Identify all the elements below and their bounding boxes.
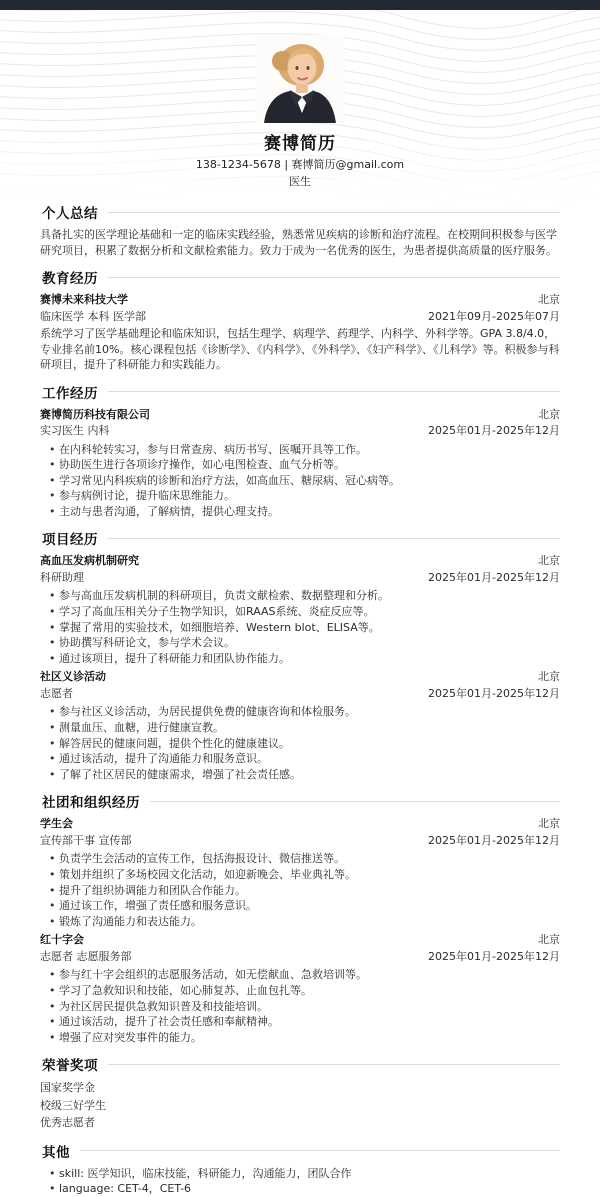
avatar-photo (256, 35, 344, 123)
honor-item: 校级三好学生 (40, 1098, 106, 1112)
education-location: 北京 (538, 293, 560, 306)
work-location: 北京 (538, 407, 560, 421)
candidate-name: 赛博简历 (264, 134, 336, 154)
projects-heading (42, 528, 560, 548)
work-dates: 2025年01月-2025年12月 (428, 424, 560, 437)
section-education (40, 267, 560, 373)
heading-rule (108, 1064, 560, 1065)
bullet-item: • 参与红十字会组织的志愿服务活动，如无偿献血、急救培训等。 (49, 967, 560, 983)
bullet-item: • 策划并组织了多场校园文化活动，如迎新晚会、毕业典礼等。 (49, 867, 560, 883)
organization-dates: 2025年01月-2025年12月 (428, 833, 560, 847)
organization-role: 志愿者 志愿服务部 (40, 949, 132, 963)
heading-rule (108, 212, 560, 213)
section-organizations (40, 791, 560, 1045)
bullet-item: • 通过该活动，提升了沟通能力和服务意识。 (49, 751, 560, 767)
project-dates: 2025年01月-2025年12月 (428, 686, 560, 700)
education-entry-row (40, 292, 560, 309)
honors-heading (42, 1054, 560, 1074)
project-role: 志愿者 (40, 686, 73, 700)
heading-rule (150, 801, 560, 802)
bullet-item: • 负责学生会活动的宣传工作，包括海报设计、微信推送等。 (49, 851, 560, 867)
project-name: 社区义诊活动 (40, 670, 106, 684)
work-bullet-list (40, 442, 560, 520)
school-name: 赛博未来科技大学 (40, 293, 128, 306)
organization-name: 红十字会 (40, 933, 84, 947)
honor-item: 国家奖学金 (40, 1081, 95, 1095)
education-dates: 2021年09月-2025年07月 (428, 309, 560, 323)
organization-entry-row (40, 816, 560, 833)
resume-header (0, 0, 600, 189)
language-item: • language: CET-4，CET-6 (49, 1181, 560, 1197)
projects-title: 项目经历 (42, 532, 98, 549)
bullet-item: • 协助医生进行各项诊疗操作，如心电图检查、血气分析等。 (49, 457, 560, 473)
top-accent-bar (0, 0, 600, 10)
section-other (40, 1141, 560, 1197)
organization-bullet-list (40, 851, 560, 929)
project-entry-row (40, 553, 560, 570)
other-heading (42, 1141, 560, 1161)
organization-bullet-list (40, 967, 560, 1045)
work-title: 工作经历 (42, 385, 98, 402)
bullet-item: • 参与病例讨论，提升临床思维能力。 (49, 488, 560, 504)
bullet-item: • 在内科轮转实习，参与日常查房、病历书写、医嘱开具等工作。 (49, 442, 560, 458)
education-description: 系统学习了医学基础理论和临床知识，包括生理学、病理学、药理学、内科学、外科学等。GPA 3.8/4.0，专业排名前10%。核心课程包括《诊断学》、《内科学》、《外科学》、《妇产科学》、《儿科学》等。积极参与科研项目，提升了科研能力和实践能力。 (40, 327, 560, 371)
project-dates: 2025年01月-2025年12月 (428, 570, 560, 584)
other-title: 其他 (42, 1144, 70, 1161)
organizations-title: 社团和组织经历 (42, 795, 140, 812)
organization-role-row (40, 833, 560, 850)
heading-rule (108, 277, 560, 278)
avatar (256, 35, 344, 123)
resume-body (0, 189, 600, 1197)
heading-rule (108, 391, 560, 392)
bullet-item: • 通过该项目，提升了科研能力和团队协作能力。 (49, 651, 560, 667)
project-role-row (40, 686, 560, 703)
organization-role: 宣传部干事 宣传部 (40, 833, 132, 847)
work-entry-row (40, 407, 560, 424)
organization-entry-row (40, 932, 560, 949)
work-role: 实习医生 内科 (40, 424, 110, 437)
project-location: 北京 (538, 554, 560, 568)
project-entry-row (40, 669, 560, 686)
bullet-item: • 提升了组织协调能力和团队合作能力。 (49, 883, 560, 899)
bullet-item: • 参与高血压发病机制的科研项目，负责文献检索、数据整理和分析。 (49, 588, 560, 604)
other-bullet-list (40, 1166, 560, 1197)
project-bullet-list (40, 704, 560, 782)
degree: 临床医学 本科 医学部 (40, 309, 146, 323)
section-honors (40, 1054, 560, 1132)
honor-item: 优秀志愿者 (40, 1116, 95, 1130)
section-summary (40, 202, 560, 258)
section-work (40, 382, 560, 520)
company-name: 赛博简历科技有限公司 (40, 407, 150, 421)
bullet-item: • 主动与患者沟通，了解病情，提供心理支持。 (49, 504, 560, 520)
organization-dates: 2025年01月-2025年12月 (428, 949, 560, 963)
honors-title: 荣誉奖项 (42, 1058, 98, 1075)
organization-location: 北京 (538, 933, 560, 947)
bullet-item: • 测量血压、血糖，进行健康宣教。 (49, 720, 560, 736)
job-title: 医生 (289, 175, 311, 188)
bullet-item: • 通过该工作，增强了责任感和服务意识。 (49, 898, 560, 914)
bullet-item: • 学习常见内科疾病的诊断和治疗方法，如高血压、糖尿病、冠心病等。 (49, 473, 560, 489)
heading-rule (80, 1150, 560, 1151)
bullet-item: • 协助撰写科研论文，参与学术会议。 (49, 635, 560, 651)
contact-line: 138-1234-5678 | 赛博简历@gmail.com (195, 158, 405, 171)
bullet-item: • 解答居民的健康问题，提供个性化的健康建议。 (49, 736, 560, 752)
project-role: 科研助理 (40, 570, 84, 584)
bullet-item: • 为社区居民提供急救知识普及和技能培训。 (49, 999, 560, 1015)
organization-location: 北京 (538, 817, 560, 831)
project-location: 北京 (538, 670, 560, 684)
bullet-item: • 参与社区义诊活动，为居民提供免费的健康咨询和体检服务。 (49, 704, 560, 720)
education-title: 教育经历 (42, 271, 98, 287)
organizations-heading (42, 791, 560, 811)
organization-role-row (40, 949, 560, 966)
heading-rule (108, 538, 560, 539)
bullet-item: • 学习了急救知识和技能，如心肺复苏、止血包扎等。 (49, 983, 560, 999)
bullet-item: • 通过该活动，提升了社会责任感和奉献精神。 (49, 1014, 560, 1030)
project-name: 高血压发病机制研究 (40, 554, 139, 568)
work-heading (42, 382, 560, 402)
organization-name: 学生会 (40, 817, 73, 831)
bullet-item: • 增强了应对突发事件的能力。 (49, 1030, 560, 1046)
summary-text: 具备扎实的医学理论基础和一定的临床实践经验，熟悉常见疾病的诊断和治疗流程。在校期间积极参与医学研究项目，积累了数据分析和文献检索能力。致力于成为一名优秀的医生，为患者提供高质量的医疗服务。 (40, 228, 557, 257)
summary-title: 个人总结 (42, 206, 98, 222)
bullet-item: • 学习了高血压相关分子生物学知识，如RAAS系统、炎症反应等。 (49, 604, 560, 620)
section-projects (40, 528, 560, 782)
project-bullet-list (40, 588, 560, 666)
work-role-row (40, 423, 560, 440)
bullet-item: • 锻炼了沟通能力和表达能力。 (49, 914, 560, 930)
bullet-item: • 掌握了常用的实验技术，如细胞培养、Western blot、ELISA等。 (49, 620, 560, 636)
skill-item: • skill: 医学知识，临床技能，科研能力，沟通能力，团队合作 (49, 1166, 560, 1182)
bullet-item: • 了解了社区居民的健康需求，增强了社会责任感。 (49, 767, 560, 783)
summary-heading (42, 202, 560, 222)
education-heading (42, 267, 560, 287)
education-degree-row (40, 309, 560, 326)
project-role-row (40, 570, 560, 587)
